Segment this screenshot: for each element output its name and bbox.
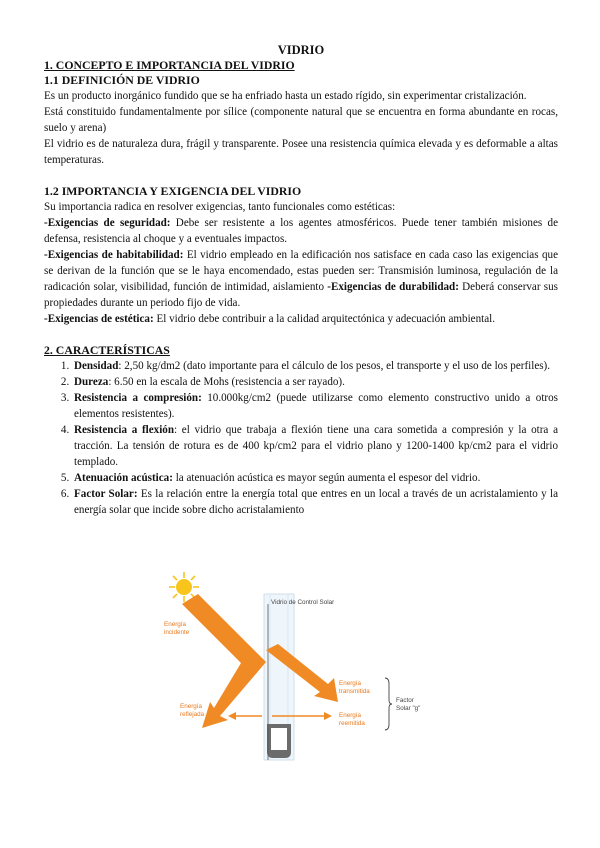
- document-body: [44, 42, 558, 518]
- item-text: : 6.50 en la escala de Mohs (resistencia a ser rayado).: [108, 376, 345, 388]
- characteristics-list: [44, 358, 558, 518]
- incident-label-2: incidente: [164, 629, 190, 636]
- definition-paragraph: Es un producto inorgánico fundido que se ha enfriado hasta un estado rígido, sin experimentar cristalización.: [44, 90, 527, 102]
- aesthetics-requirement: [44, 311, 558, 327]
- transmitted-label-2: transmitida: [339, 688, 370, 695]
- reemitted-label-1: Energía: [339, 712, 362, 719]
- section-1-heading: 1. CONCEPTO E IMPORTANCIA DEL VIDRIO: [44, 58, 295, 72]
- item-label: Densidad: [74, 360, 119, 372]
- durability-text: Deberá conservar sus propiedades durante un periodo fijo de vida.: [44, 281, 558, 309]
- aesthetics-label: -Exigencias de estética:: [44, 313, 154, 325]
- reflected-label-2: reflejada: [180, 711, 205, 718]
- habitability-text: El vidrio empleado en la edificación nos satisface en cada caso las exigencias que se derivan de la función que se le haya encomendado, estas pueden ser: Transmisión luminosa, regulación de la radicación solar, visibilidad, función de intimidad, aislamiento: [44, 249, 558, 293]
- habitability-requirement: [44, 247, 558, 311]
- item-text: la atenuación acústica es mayor según aumenta el espesor del vidrio.: [172, 472, 481, 484]
- item-label: Atenuación acústica:: [74, 472, 173, 484]
- reflected-label-1: Energía: [180, 703, 203, 710]
- composition-paragraph: Está constituido fundamentalmente por sílice (componente natural que se encuentra en forma abundante en rocas, suelo y arena): [44, 106, 558, 134]
- solar-factor-svg: [140, 566, 440, 766]
- security-label: -Exigencias de seguridad:: [44, 217, 171, 229]
- document-title: VIDRIO: [277, 43, 325, 57]
- list-item: [72, 470, 558, 486]
- transmitted-label-1: Energía: [339, 680, 362, 687]
- section-2-heading: 2. CARACTERÍSTICAS: [44, 343, 170, 357]
- glass-label: Vidrio de Control Solar: [271, 599, 335, 606]
- item-text: 10.000kg/cm2 (puede utilizarse como elemento constructivo unido a otros elementos resistentes).: [74, 392, 558, 420]
- factor-label-2: Solar "g": [396, 705, 421, 712]
- nature-paragraph: El vidrio es de naturaleza dura, frágil y transparente. Posee una resistencia química elevada y es deformable a altas temperaturas.: [44, 138, 558, 166]
- section-1-1-heading: 1.1 DEFINICIÓN DE VIDRIO: [44, 73, 200, 87]
- durability-label: -Exigencias de durabilidad:: [327, 281, 459, 293]
- item-text: Es la relación entre la energía total que entres en un local a través de un acristalamiento y la energía solar que incide sobre dicho acristalamiento: [74, 488, 558, 516]
- solar-factor-diagram: [140, 566, 440, 766]
- reemitted-label-2: reemitida: [339, 720, 365, 727]
- brace: [385, 678, 392, 730]
- incident-label-1: Energía: [164, 621, 187, 628]
- list-item: [72, 390, 558, 422]
- habitability-label: -Exigencias de habitabilidad:: [44, 249, 184, 261]
- item-label: Resistencia a flexión: [74, 424, 175, 436]
- importance-paragraph: Su importancia radica en resolver exigencias, tanto funcionales como estéticas:: [44, 201, 396, 213]
- section-1-2-heading: 1.2 IMPORTANCIA Y EXIGENCIA DEL VIDRIO: [44, 184, 302, 198]
- list-item: [72, 374, 558, 390]
- item-text: : el vidrio que trabaja a flexión tiene una cara sometida a compresión y la otra a tracción. La tensión de rotura es de 400 kp/cm2 para el vidrio plano y 1200-1400 kp/cm2 para el vidrio templado.: [74, 424, 558, 468]
- security-text: Debe ser resistente a los agentes atmosféricos. Puede tener también misiones de defensa, resistencia al choque y a eventuales impactos.: [44, 217, 558, 245]
- list-item: [72, 422, 558, 470]
- factor-label-1: Factor: [396, 697, 414, 704]
- item-label: Factor Solar:: [74, 488, 138, 500]
- security-requirement: [44, 215, 558, 247]
- item-label: Resistencia a compresión:: [74, 392, 202, 404]
- list-item: [72, 486, 558, 518]
- item-label: Dureza: [74, 376, 109, 388]
- aesthetics-text: El vidrio debe contribuir a la calidad arquitectónica y adecuación ambiental.: [153, 313, 495, 325]
- list-item: [72, 358, 558, 374]
- item-text: : 2,50 kg/dm2 (dato importante para el cálculo de los pesos, el transporte y el uso de los perfiles).: [118, 360, 551, 372]
